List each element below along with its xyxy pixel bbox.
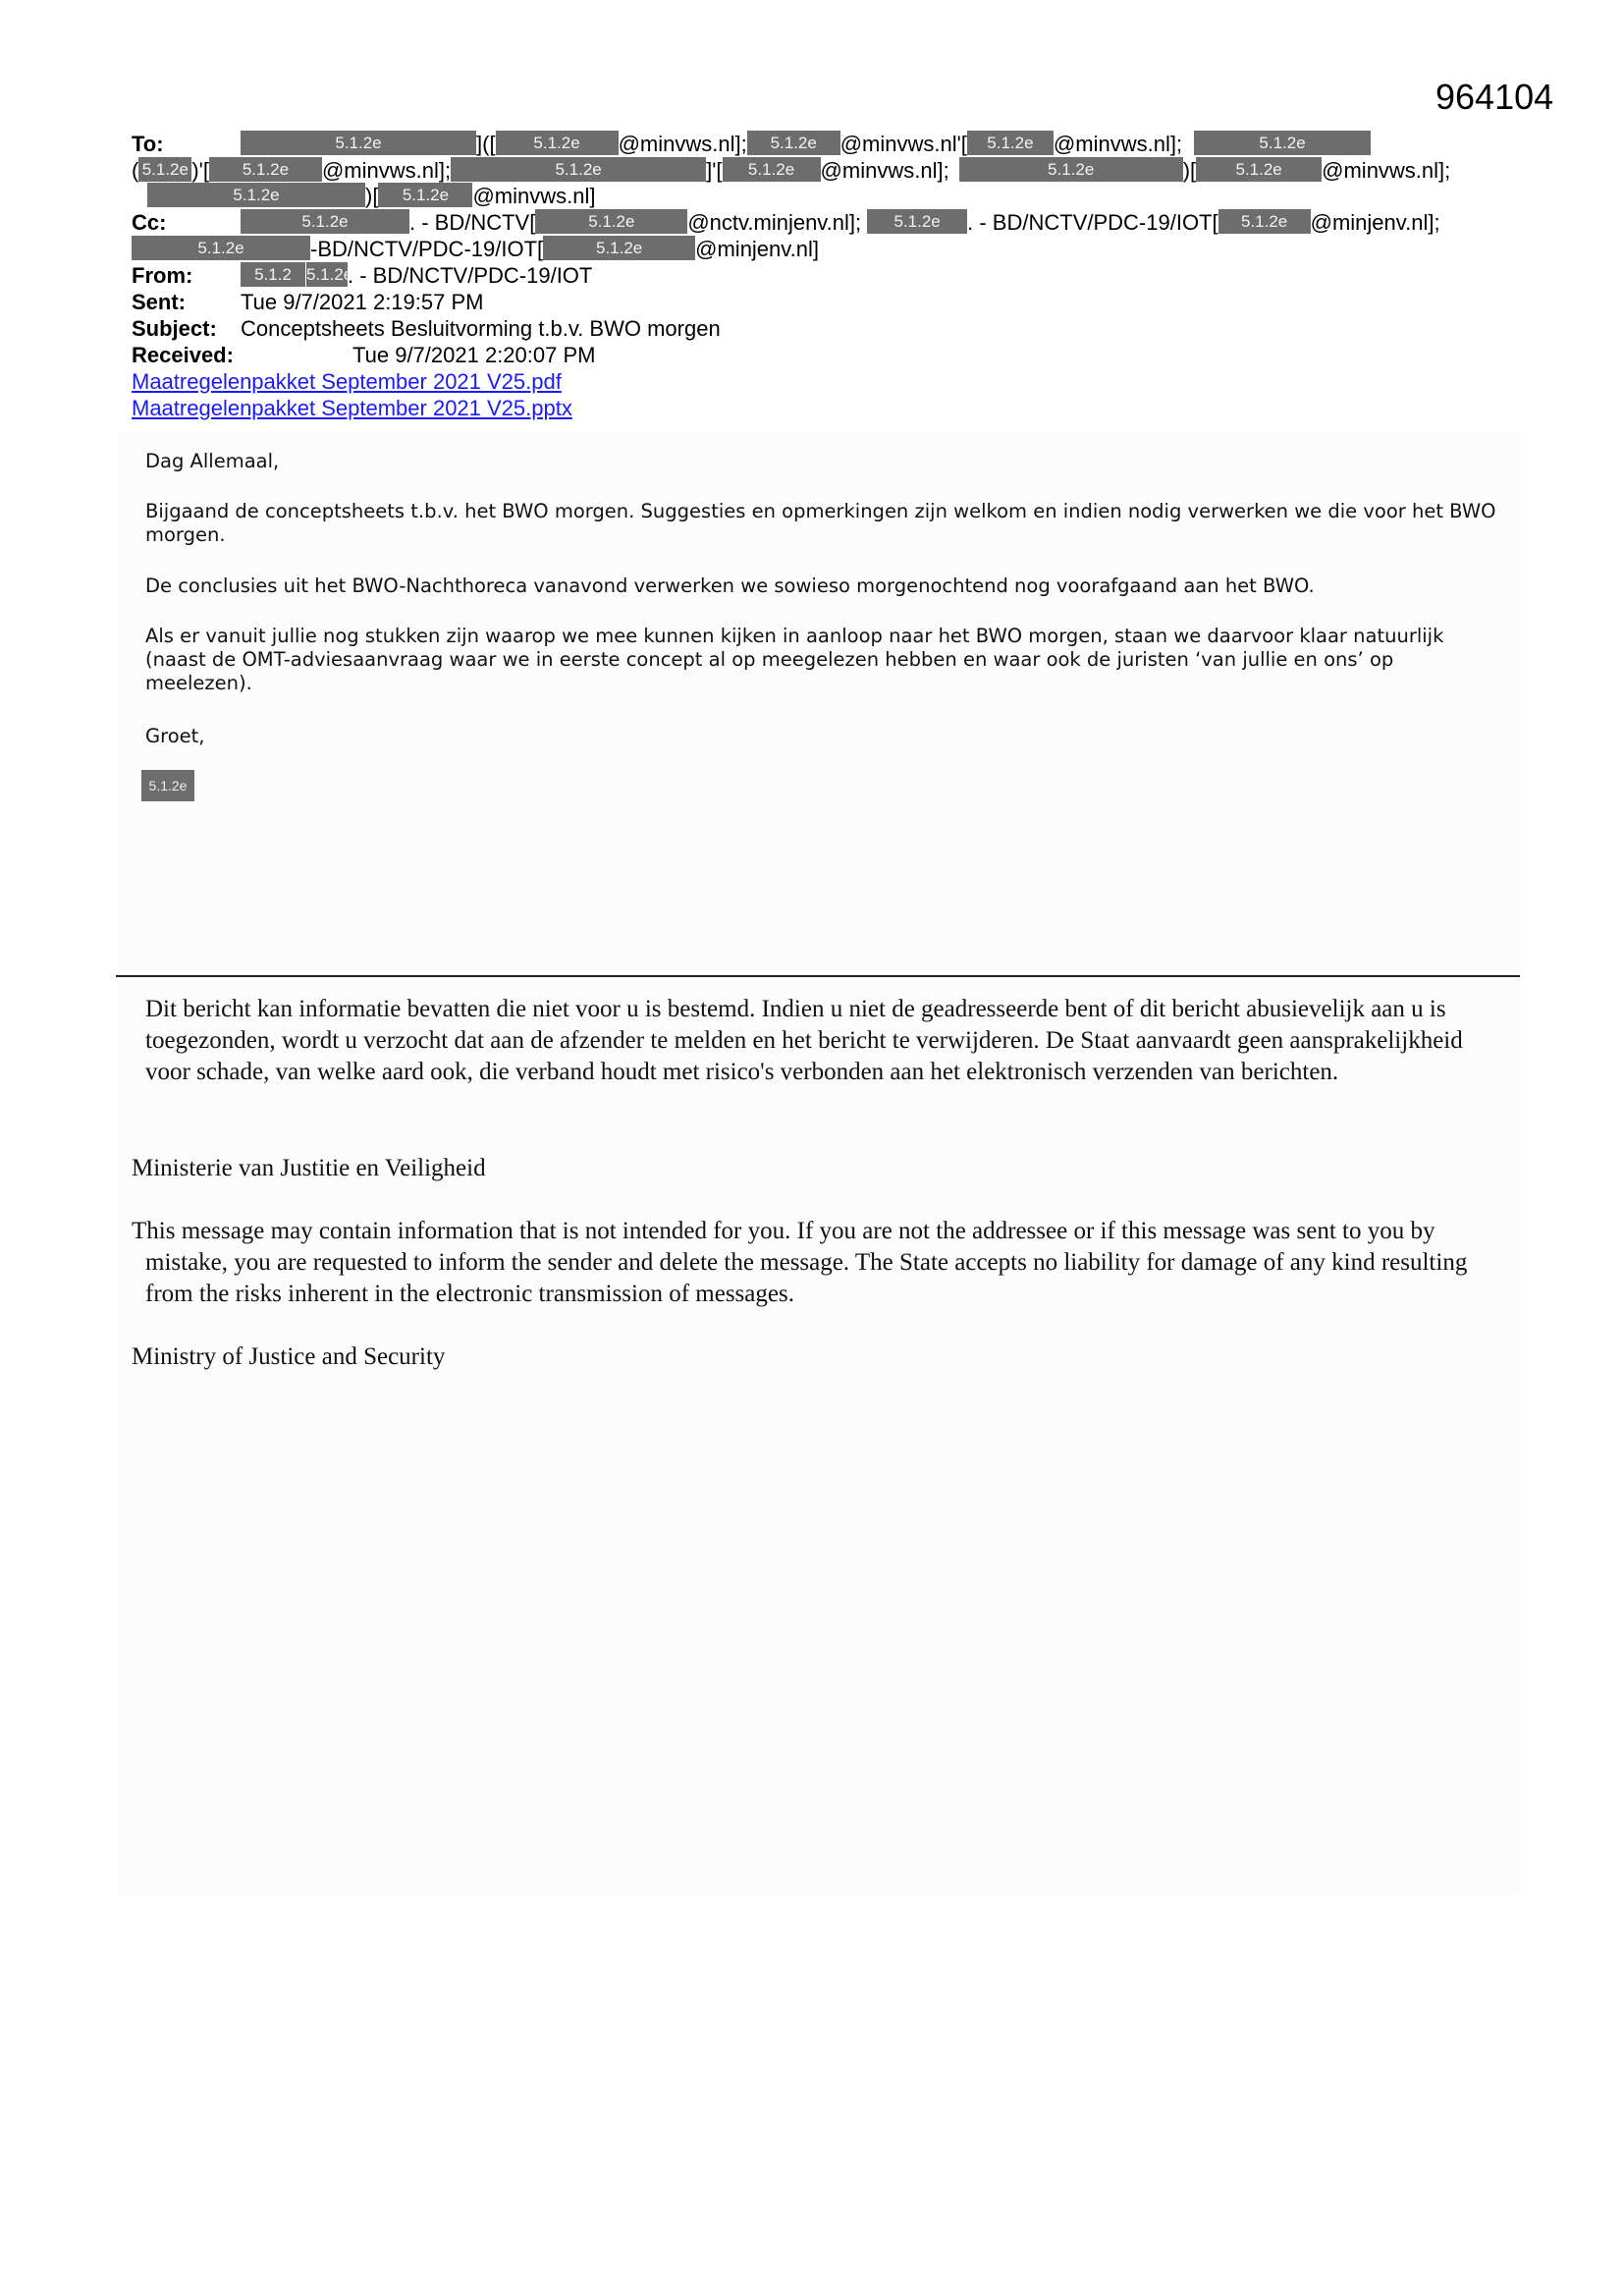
to-separator: )[	[365, 184, 379, 208]
redaction-box: 5.1.2e	[138, 157, 191, 182]
sent-label: Sent:	[132, 290, 186, 314]
to-separator: (	[132, 158, 139, 183]
redaction-box: 5.1.2e	[1218, 209, 1311, 234]
disclaimer-nl: Dit bericht kan informatie bevatten die niet voor u is bestemd. Indien u niet de geadresseerde bent of dit bericht abusievelijk aan u is toegezonden, wordt u verzocht dat aan de afzender te melden en het bericht te verwijderen. De Staat aanvaardt geen aansprakelijkheid voor schade, van welke aard ook, die verband houdt met risico's verbonden aan het elektronisch verzenden van berichten.	[145, 996, 1463, 1085]
greeting: Dag Allemaal,	[145, 450, 280, 472]
redaction-box: 5.1.2e	[723, 157, 821, 182]
to-separator: ]([	[476, 132, 496, 156]
redaction-box: 5.1.2	[241, 262, 305, 287]
signature-redaction: 5.1.2e	[141, 770, 194, 801]
from-line	[132, 262, 592, 289]
redaction-box: 5.1.2e	[535, 209, 687, 234]
received-label: Received:	[132, 343, 234, 367]
cc-text: . - BD/NCTV[	[409, 210, 536, 235]
to-line-3	[147, 183, 595, 209]
to-domain: @minvws.nl];	[1322, 158, 1451, 183]
attachment-link-pdf[interactable]: Maatregelenpakket September 2021 V25.pdf	[132, 369, 562, 394]
attachment-link-pptx[interactable]: Maatregelenpakket September 2021 V25.pptx	[132, 396, 572, 420]
paragraph-2: De conclusies uit het BWO-Nachthoreca vanavond verwerken we sowieso morgenochtend nog voorafgaand aan het BWO.	[145, 574, 1315, 597]
paragraph-3: Als er vanuit jullie nog stukken zijn waarop we mee kunnen kijken in aanloop naar het BWO morgen, staan we daarvoor klaar natuurlijk (naast de OMT-adviesaanvraag waar we in eerste concept al op meegelezen hebben en waar ook de juristen ‘van jullie en ons’ op meelezen).	[145, 625, 1444, 694]
received-line	[132, 342, 595, 368]
redaction-box: 5.1.2e	[747, 131, 840, 155]
received-value: Tue 9/7/2021 2:20:07 PM	[352, 343, 596, 367]
cc-text: -BD/NCTV/PDC-19/IOT[	[310, 237, 544, 261]
to-line-1	[132, 131, 1371, 157]
redaction-box: 5.1.2e	[959, 157, 1183, 182]
divider	[116, 975, 1520, 977]
cc-label: Cc:	[132, 210, 167, 235]
paragraph-1: Bijgaand de conceptsheets t.b.v. het BWO morgen. Suggesties en opmerkingen zijn welkom en indien nodig verwerken we die voor het BWO morgen.	[145, 500, 1496, 546]
to-line-2	[132, 157, 1450, 184]
to-domain: @minvws.nl'[	[839, 132, 967, 156]
to-separator: )'[	[191, 158, 209, 183]
redaction-box: 5.1.2e	[378, 183, 472, 207]
ministry-nl: Ministerie van Justitie en Veiligheid	[132, 1155, 486, 1181]
subject-label: Subject:	[132, 316, 217, 341]
to-label: To:	[132, 132, 164, 156]
to-separator: )[	[1182, 158, 1197, 183]
redaction-box: 5.1.2e	[306, 262, 348, 287]
closing: Groet,	[145, 725, 205, 747]
redaction-box: 5.1.2e	[241, 209, 409, 234]
subject-value: Conceptsheets Besluitvorming t.b.v. BWO morgen	[241, 316, 721, 341]
to-domain: @minvws.nl];	[618, 132, 747, 156]
redaction-box: 5.1.2e	[209, 157, 322, 182]
cc-line-2	[132, 236, 819, 262]
redaction-box: 5.1.2e	[1194, 131, 1371, 155]
redaction-box: 5.1.2e	[132, 236, 310, 260]
redaction-box: 5.1.2e	[241, 131, 476, 155]
from-label: From:	[132, 263, 193, 288]
document-number: 964104	[1435, 77, 1554, 117]
subject-line	[132, 315, 721, 342]
cc-domain: @minjenv.nl]	[695, 237, 819, 261]
from-value: . - BD/NCTV/PDC-19/IOT	[348, 263, 593, 288]
redaction-box: 5.1.2e	[867, 209, 967, 234]
to-domain: @minvws.nl]	[472, 184, 596, 208]
to-separator: ]'[	[706, 158, 723, 183]
redaction-box: 5.1.2e	[496, 131, 619, 155]
redaction-box: 5.1.2e	[147, 183, 365, 207]
to-domain: @minvws.nl];	[820, 158, 949, 183]
to-domain: @minvws.nl];	[1053, 132, 1183, 156]
to-domain: @minvws.nl];	[321, 158, 452, 183]
sent-line	[132, 289, 483, 315]
redaction-box: 5.1.2e	[451, 157, 706, 182]
redaction-box: 5.1.2e	[543, 236, 695, 260]
redaction-box: 5.1.2e	[1196, 157, 1322, 182]
ministry-en: Ministry of Justice and Security	[132, 1343, 446, 1370]
cc-domain: @nctv.minjenv.nl];	[687, 210, 862, 235]
cc-domain: @minjenv.nl];	[1310, 210, 1440, 235]
cc-text: . - BD/NCTV/PDC-19/IOT[	[967, 210, 1218, 235]
disclaimer-en: This message may contain information that is not intended for you. If you are not the addressee or if this message was sent to you by mistake, you are requested to inform the sender and delete the message. The State accepts no liability for damage of any kind resulting from the risks inherent in the electronic transmission of messages.	[132, 1218, 1468, 1307]
sent-value: Tue 9/7/2021 2:19:57 PM	[241, 290, 484, 314]
cc-line-1	[132, 209, 1440, 236]
redaction-box: 5.1.2e	[967, 131, 1054, 155]
